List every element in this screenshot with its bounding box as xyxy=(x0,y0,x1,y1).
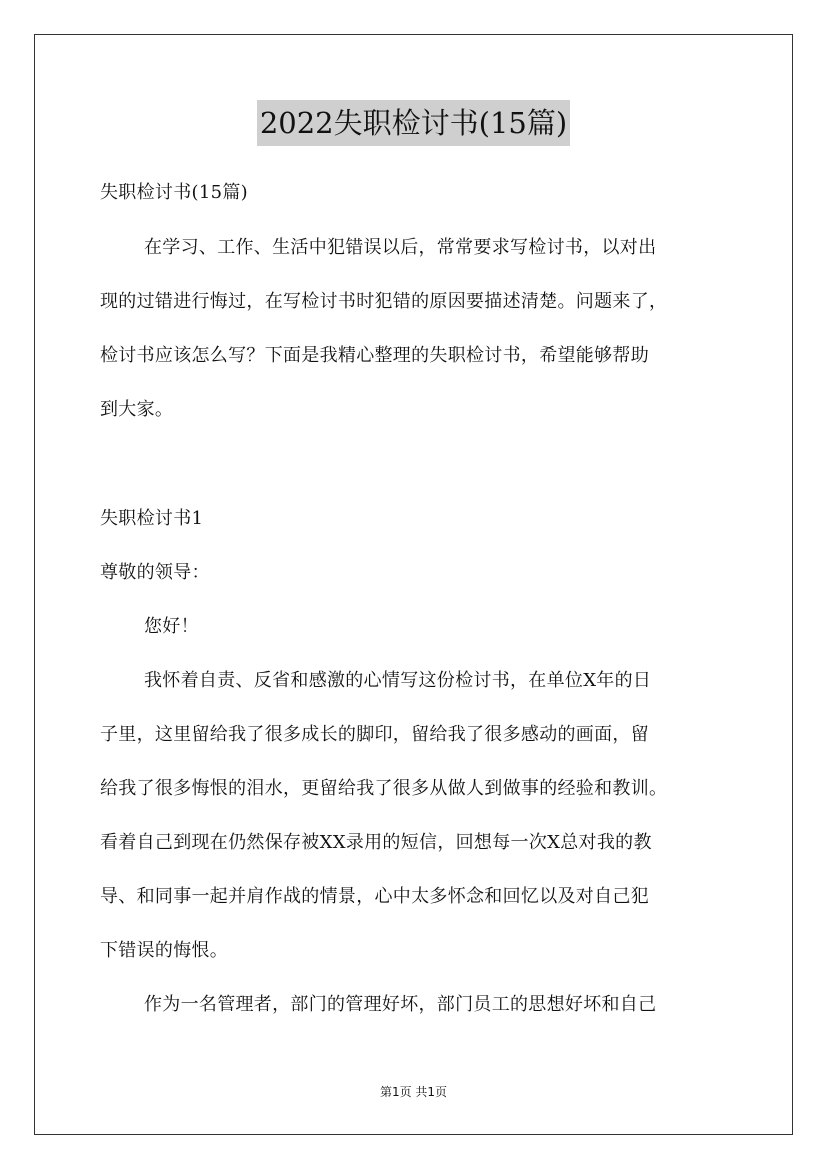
intro-line-1: 在学习、工作、生活中犯错误以后，常常要求写检讨书，以对出 xyxy=(144,237,657,258)
subtitle: 失职检讨书(15篇) xyxy=(100,182,248,203)
document-title: 2022失职检讨书(15篇) xyxy=(257,100,570,146)
body-line-2: 子里，这里留给我了很多成长的脚印，留给我了很多感动的画面，留 xyxy=(100,724,649,745)
body-line-1: 我怀着自责、反省和感激的心情写这份检讨书，在单位X年的日 xyxy=(144,670,652,691)
salutation: 尊敬的领导： xyxy=(100,562,210,583)
intro-line-4: 到大家。 xyxy=(100,399,174,420)
title-container xyxy=(0,100,827,146)
body-line-5: 导、和同事一起并肩作战的情景，心中太多怀念和回忆以及对自己犯 xyxy=(100,886,649,907)
intro-line-3: 检讨书应该怎么写？下面是我精心整理的失职检讨书，希望能够帮助 xyxy=(100,345,649,366)
greeting: 您好！ xyxy=(144,616,199,637)
section-heading: 失职检讨书1 xyxy=(100,508,204,529)
body-line-3: 给我了很多悔恨的泪水，更留给我了很多从做人到做事的经验和教训。 xyxy=(100,778,668,799)
body-line-4: 看着自己到现在仍然保存被XX录用的短信，回想每一次X总对我的教 xyxy=(100,832,652,853)
page-footer: 第1页 共1页 xyxy=(379,1085,448,1099)
intro-line-2: 现的过错进行悔过，在写检讨书时犯错的原因要描述清楚。问题来了， xyxy=(100,291,668,312)
body-line-7: 作为一名管理者，部门的管理好坏，部门员工的思想好坏和自己 xyxy=(144,994,657,1015)
body-line-6: 下错误的悔恨。 xyxy=(100,940,229,961)
